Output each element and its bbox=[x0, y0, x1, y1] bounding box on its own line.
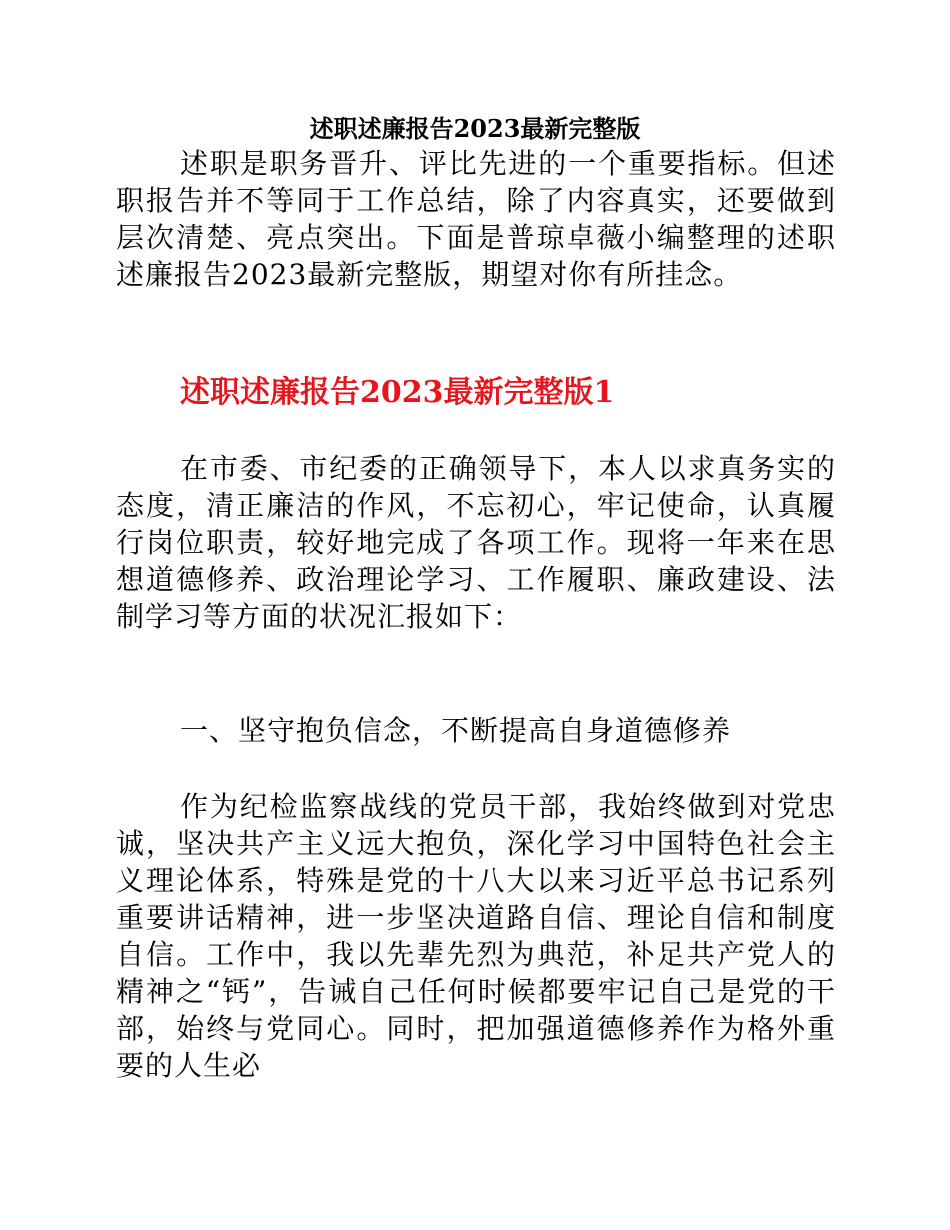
body-paragraph-2: 作为纪检监察战线的党员干部，我始终做到对党忠诚，坚决共产主义远大抱负，深化学习中国特色社会主义理论体系，特殊是党的十八大以来习近平总书记系列重要讲话精神，进一步坚决道路自信、理论自信和制度自信。工作中，我以先辈先烈为典范，补足共产党人的精神之“钙”，告诫自己任何时候都要牢记自己是党的干部，始终与党同心。同时，把加强道德修养作为格外重要的人生必 bbox=[116, 790, 836, 1082]
intro-paragraph: 述职是职务晋升、评比先进的一个重要指标。但述职报告并不等同于工作总结，除了内容真实，还要做到层次清楚、亮点突出。下面是普琼卓薇小编整理的述职述廉报告2023最新完整版，期望对你有所挂念。 bbox=[116, 147, 836, 291]
body-paragraph-1: 在市委、市纪委的正确领导下，本人以求真务实的态度，清正廉洁的作风，不忘初心，牢记使命，认真履行岗位职责，较好地完成了各项工作。现将一年来在思想道德修养、政治理论学习、工作履职、廉政建设、法制学习等方面的状况汇报如下： bbox=[116, 452, 836, 633]
document-title: 述职述廉报告2023最新完整版 bbox=[309, 114, 641, 143]
sub-heading-1: 一、坚守抱负信念，不断提高自身道德修养 bbox=[180, 714, 732, 747]
section-heading: 述职述廉报告2023最新完整版1 bbox=[180, 375, 615, 410]
